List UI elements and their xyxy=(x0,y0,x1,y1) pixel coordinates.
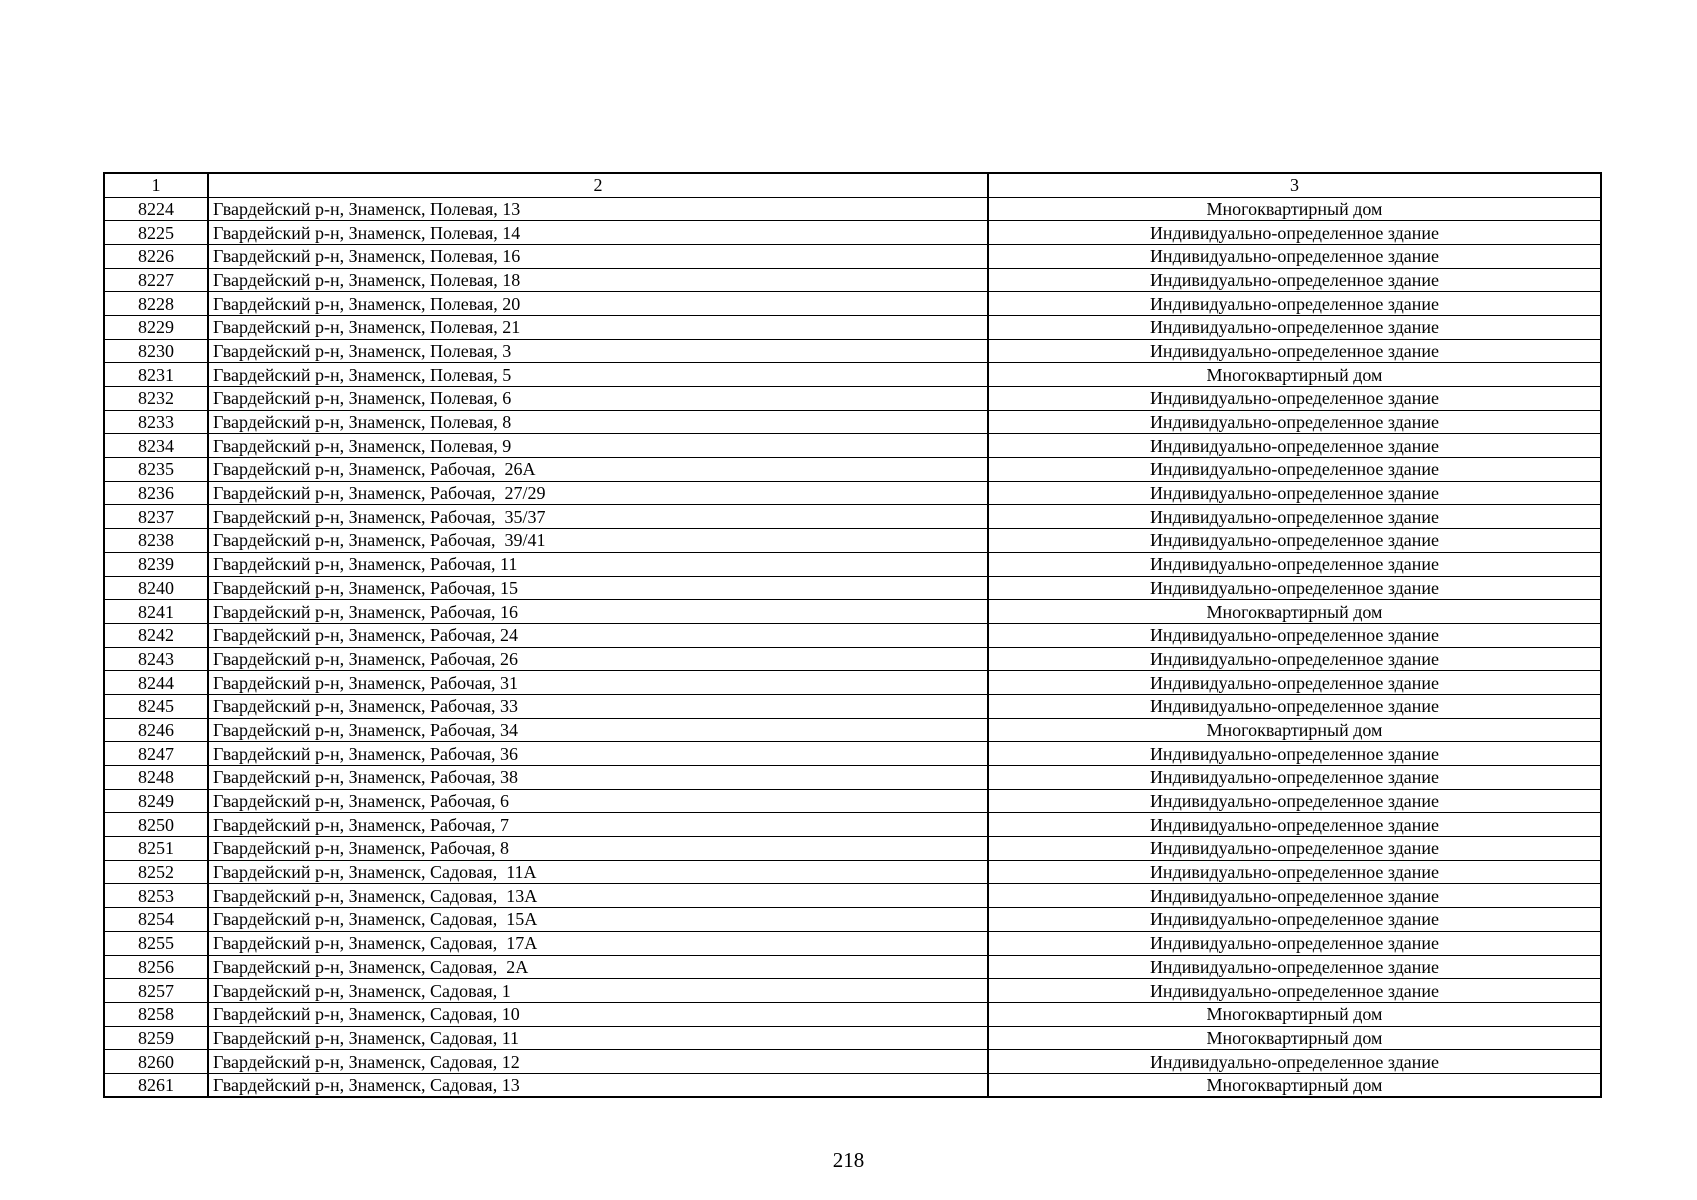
row-number-cell: 8228 xyxy=(104,292,208,316)
row-number-cell: 8227 xyxy=(104,268,208,292)
row-number-cell: 8241 xyxy=(104,600,208,624)
address-cell: Гвардейский р-н, Знаменск, Садовая, 1 xyxy=(208,979,988,1003)
object-type-cell: Индивидуально-определенное здание xyxy=(988,552,1601,576)
address-cell: Гвардейский р-н, Знаменск, Садовая, 17А xyxy=(208,931,988,955)
object-type-cell: Индивидуально-определенное здание xyxy=(988,813,1601,837)
address-cell: Гвардейский р-н, Знаменск, Рабочая, 16 xyxy=(208,600,988,624)
address-cell: Гвардейский р-н, Знаменск, Рабочая, 26А xyxy=(208,458,988,482)
row-number-cell: 8226 xyxy=(104,244,208,268)
table-row xyxy=(104,837,1601,861)
address-cell: Гвардейский р-н, Знаменск, Садовая, 13А xyxy=(208,884,988,908)
address-cell: Гвардейский р-н, Знаменск, Полевая, 13 xyxy=(208,197,988,221)
table-row xyxy=(104,552,1601,576)
table-row xyxy=(104,1026,1601,1050)
object-type-cell: Индивидуально-определенное здание xyxy=(988,860,1601,884)
table-row xyxy=(104,244,1601,268)
address-cell: Гвардейский р-н, Знаменск, Полевая, 9 xyxy=(208,434,988,458)
table-row xyxy=(104,789,1601,813)
row-number-cell: 8255 xyxy=(104,931,208,955)
address-cell: Гвардейский р-н, Знаменск, Рабочая, 35/37 xyxy=(208,505,988,529)
table-row xyxy=(104,387,1601,411)
table-row xyxy=(104,1073,1601,1097)
address-cell: Гвардейский р-н, Знаменск, Рабочая, 39/41 xyxy=(208,529,988,553)
table-row xyxy=(104,339,1601,363)
column-header-number: 1 xyxy=(104,173,208,197)
address-cell: Гвардейский р-н, Знаменск, Садовая, 13 xyxy=(208,1073,988,1097)
table-row xyxy=(104,718,1601,742)
row-number-cell: 8230 xyxy=(104,339,208,363)
object-type-cell: Индивидуально-определенное здание xyxy=(988,955,1601,979)
row-number-cell: 8259 xyxy=(104,1026,208,1050)
table-row xyxy=(104,647,1601,671)
address-cell: Гвардейский р-н, Знаменск, Рабочая, 33 xyxy=(208,694,988,718)
address-cell: Гвардейский р-н, Знаменск, Полевая, 14 xyxy=(208,221,988,245)
row-number-cell: 8246 xyxy=(104,718,208,742)
address-cell: Гвардейский р-н, Знаменск, Рабочая, 34 xyxy=(208,718,988,742)
object-type-cell: Индивидуально-определенное здание xyxy=(988,410,1601,434)
table-row xyxy=(104,813,1601,837)
address-cell: Гвардейский р-н, Знаменск, Садовая, 12 xyxy=(208,1050,988,1074)
table-row xyxy=(104,742,1601,766)
address-cell: Гвардейский р-н, Знаменск, Полевая, 3 xyxy=(208,339,988,363)
row-number-cell: 8252 xyxy=(104,860,208,884)
row-number-cell: 8260 xyxy=(104,1050,208,1074)
row-number-cell: 8225 xyxy=(104,221,208,245)
table-row xyxy=(104,766,1601,790)
table-row xyxy=(104,481,1601,505)
table-row xyxy=(104,315,1601,339)
row-number-cell: 8242 xyxy=(104,623,208,647)
register-table xyxy=(103,172,1602,1098)
address-cell: Гвардейский р-н, Знаменск, Рабочая, 24 xyxy=(208,623,988,647)
row-number-cell: 8249 xyxy=(104,789,208,813)
row-number-cell: 8247 xyxy=(104,742,208,766)
object-type-cell: Индивидуально-определенное здание xyxy=(988,742,1601,766)
address-cell: Гвардейский р-н, Знаменск, Полевая, 6 xyxy=(208,387,988,411)
row-number-cell: 8243 xyxy=(104,647,208,671)
row-number-cell: 8235 xyxy=(104,458,208,482)
table-row xyxy=(104,197,1601,221)
row-number-cell: 8251 xyxy=(104,837,208,861)
object-type-cell: Индивидуально-определенное здание xyxy=(988,387,1601,411)
row-number-cell: 8257 xyxy=(104,979,208,1003)
row-number-cell: 8248 xyxy=(104,766,208,790)
table-row xyxy=(104,955,1601,979)
table-row xyxy=(104,576,1601,600)
table-row xyxy=(104,529,1601,553)
table-row xyxy=(104,363,1601,387)
object-type-cell: Индивидуально-определенное здание xyxy=(988,979,1601,1003)
table-row xyxy=(104,600,1601,624)
table-row xyxy=(104,292,1601,316)
object-type-cell: Индивидуально-определенное здание xyxy=(988,434,1601,458)
object-type-cell: Индивидуально-определенное здание xyxy=(988,292,1601,316)
row-number-cell: 8237 xyxy=(104,505,208,529)
table-row xyxy=(104,979,1601,1003)
register-table-body xyxy=(104,173,1601,1097)
object-type-cell: Индивидуально-определенное здание xyxy=(988,221,1601,245)
address-cell: Гвардейский р-н, Знаменск, Садовая, 10 xyxy=(208,1002,988,1026)
row-number-cell: 8229 xyxy=(104,315,208,339)
row-number-cell: 8250 xyxy=(104,813,208,837)
table-row xyxy=(104,884,1601,908)
object-type-cell: Индивидуально-определенное здание xyxy=(988,766,1601,790)
table-row xyxy=(104,1050,1601,1074)
row-number-cell: 8233 xyxy=(104,410,208,434)
address-cell: Гвардейский р-н, Знаменск, Садовая, 15А xyxy=(208,908,988,932)
object-type-cell: Индивидуально-определенное здание xyxy=(988,315,1601,339)
row-number-cell: 8258 xyxy=(104,1002,208,1026)
row-number-cell: 8261 xyxy=(104,1073,208,1097)
row-number-cell: 8236 xyxy=(104,481,208,505)
object-type-cell: Индивидуально-определенное здание xyxy=(988,268,1601,292)
address-cell: Гвардейский р-н, Знаменск, Рабочая, 31 xyxy=(208,671,988,695)
object-type-cell: Многоквартирный дом xyxy=(988,600,1601,624)
address-cell: Гвардейский р-н, Знаменск, Полевая, 20 xyxy=(208,292,988,316)
object-type-cell: Многоквартирный дом xyxy=(988,718,1601,742)
address-cell: Гвардейский р-н, Знаменск, Садовая, 2А xyxy=(208,955,988,979)
row-number-cell: 8253 xyxy=(104,884,208,908)
page-number: 218 xyxy=(832,1148,865,1172)
address-cell: Гвардейский р-н, Знаменск, Рабочая, 11 xyxy=(208,552,988,576)
address-cell: Гвардейский р-н, Знаменск, Рабочая, 8 xyxy=(208,837,988,861)
row-number-cell: 8232 xyxy=(104,387,208,411)
row-number-cell: 8256 xyxy=(104,955,208,979)
row-number-cell: 8254 xyxy=(104,908,208,932)
object-type-cell: Индивидуально-определенное здание xyxy=(988,1050,1601,1074)
object-type-cell: Индивидуально-определенное здание xyxy=(988,789,1601,813)
address-cell: Гвардейский р-н, Знаменск, Рабочая, 6 xyxy=(208,789,988,813)
object-type-cell: Многоквартирный дом xyxy=(988,1073,1601,1097)
column-header-address: 2 xyxy=(208,173,988,197)
row-number-cell: 8234 xyxy=(104,434,208,458)
object-type-cell: Индивидуально-определенное здание xyxy=(988,505,1601,529)
table-row xyxy=(104,221,1601,245)
object-type-cell: Индивидуально-определенное здание xyxy=(988,647,1601,671)
table-row xyxy=(104,694,1601,718)
table-row xyxy=(104,931,1601,955)
object-type-cell: Многоквартирный дом xyxy=(988,1002,1601,1026)
object-type-cell: Индивидуально-определенное здание xyxy=(988,837,1601,861)
table-row xyxy=(104,458,1601,482)
address-cell: Гвардейский р-н, Знаменск, Садовая, 11А xyxy=(208,860,988,884)
object-type-cell: Многоквартирный дом xyxy=(988,197,1601,221)
table-row xyxy=(104,434,1601,458)
object-type-cell: Индивидуально-определенное здание xyxy=(988,529,1601,553)
object-type-cell: Индивидуально-определенное здание xyxy=(988,576,1601,600)
address-cell: Гвардейский р-н, Знаменск, Рабочая, 7 xyxy=(208,813,988,837)
object-type-cell: Индивидуально-определенное здание xyxy=(988,908,1601,932)
object-type-cell: Индивидуально-определенное здание xyxy=(988,481,1601,505)
address-cell: Гвардейский р-н, Знаменск, Полевая, 21 xyxy=(208,315,988,339)
row-number-cell: 8239 xyxy=(104,552,208,576)
row-number-cell: 8240 xyxy=(104,576,208,600)
object-type-cell: Многоквартирный дом xyxy=(988,1026,1601,1050)
row-number-cell: 8244 xyxy=(104,671,208,695)
table-row xyxy=(104,623,1601,647)
object-type-cell: Индивидуально-определенное здание xyxy=(988,931,1601,955)
object-type-cell: Индивидуально-определенное здание xyxy=(988,694,1601,718)
address-cell: Гвардейский р-н, Знаменск, Рабочая, 27/29 xyxy=(208,481,988,505)
table-row xyxy=(104,1002,1601,1026)
table-row xyxy=(104,671,1601,695)
address-cell: Гвардейский р-н, Знаменск, Садовая, 11 xyxy=(208,1026,988,1050)
table-row xyxy=(104,860,1601,884)
column-header-object-type: 3 xyxy=(988,173,1601,197)
table-row xyxy=(104,908,1601,932)
object-type-cell: Многоквартирный дом xyxy=(988,363,1601,387)
table-row xyxy=(104,505,1601,529)
address-cell: Гвардейский р-н, Знаменск, Рабочая, 36 xyxy=(208,742,988,766)
address-cell: Гвардейский р-н, Знаменск, Рабочая, 15 xyxy=(208,576,988,600)
object-type-cell: Индивидуально-определенное здание xyxy=(988,623,1601,647)
object-type-cell: Индивидуально-определенное здание xyxy=(988,339,1601,363)
object-type-cell: Индивидуально-определенное здание xyxy=(988,458,1601,482)
address-cell: Гвардейский р-н, Знаменск, Полевая, 16 xyxy=(208,244,988,268)
table-row xyxy=(104,410,1601,434)
address-cell: Гвардейский р-н, Знаменск, Рабочая, 38 xyxy=(208,766,988,790)
row-number-cell: 8231 xyxy=(104,363,208,387)
row-number-cell: 8245 xyxy=(104,694,208,718)
object-type-cell: Индивидуально-определенное здание xyxy=(988,671,1601,695)
row-number-cell: 8238 xyxy=(104,529,208,553)
object-type-cell: Индивидуально-определенное здание xyxy=(988,244,1601,268)
address-cell: Гвардейский р-н, Знаменск, Полевая, 18 xyxy=(208,268,988,292)
table-row xyxy=(104,268,1601,292)
address-cell: Гвардейский р-н, Знаменск, Полевая, 8 xyxy=(208,410,988,434)
row-number-cell: 8224 xyxy=(104,197,208,221)
address-cell: Гвардейский р-н, Знаменск, Полевая, 5 xyxy=(208,363,988,387)
table-header-row xyxy=(104,173,1601,197)
address-cell: Гвардейский р-н, Знаменск, Рабочая, 26 xyxy=(208,647,988,671)
object-type-cell: Индивидуально-определенное здание xyxy=(988,884,1601,908)
